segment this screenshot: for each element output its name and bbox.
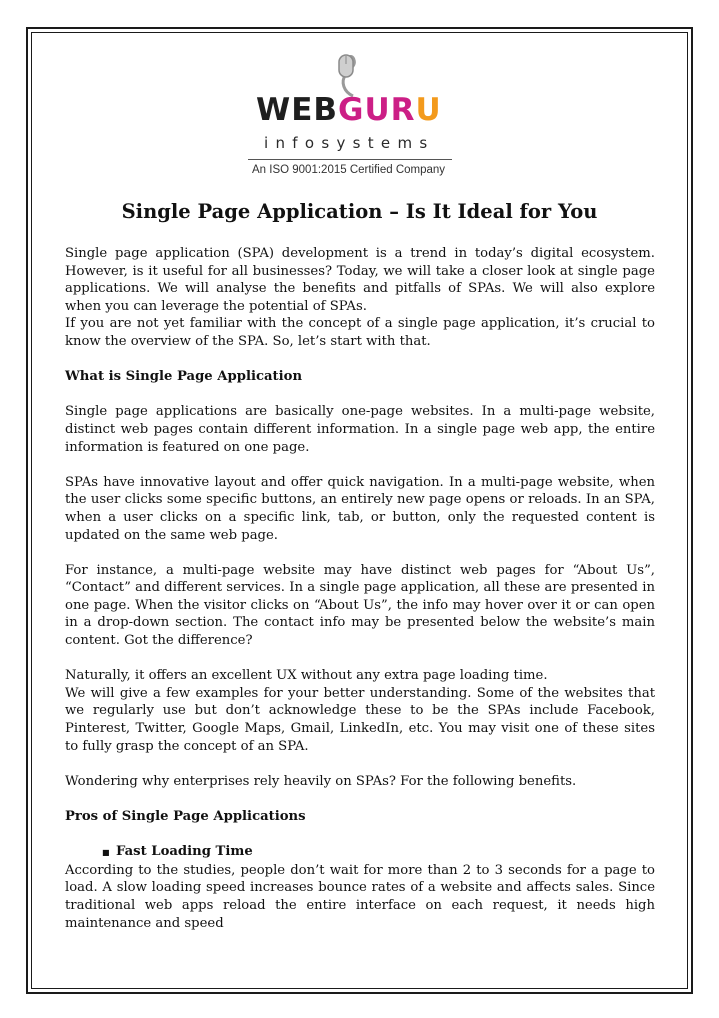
heading-what-is-spa: What is Single Page Application <box>65 369 303 385</box>
paragraph-intro-2: If you are not yet familiar with the concept of a single page application, it’s crucial to know the overview of the SPA. So, let’s start with that. <box>65 316 655 349</box>
paragraph-what-5: We will give a few examples for your better understanding. Some of the websites that we regularly use but don’t acknowledge these to be the SPAs include Facebook, Pinterest, Twitter, Google Maps, Gmail, LinkedIn, etc. You may visit one of these sites to fully grasp the concept of an SPA. <box>65 685 655 754</box>
paragraph-what-3: For instance, a multi-page website may have distinct web pages for “About Us”, “Contact” and different services. In a single page application, all these are presented in one page. When the visitor clicks on “About Us”, the info may hover over it or can open in a drop-down section. The contact info may be presented below the website’s main content. Got the difference? <box>65 562 655 649</box>
page-title: Single Page Application – Is It Ideal for You <box>121 200 598 223</box>
article-body <box>65 245 655 932</box>
logo-wordmark <box>256 92 442 128</box>
bullet-label: Fast Loading Time <box>116 844 253 860</box>
logo-subtitle: infosystems <box>264 134 435 152</box>
logo-guru-text: GUR <box>338 92 416 128</box>
bullet-fast-loading <box>65 843 655 862</box>
paragraph-what-4: Naturally, it offers an excellent UX without any extra page loading time. <box>65 668 548 684</box>
square-bullet-icon: ■ <box>102 847 110 858</box>
logo-tagline: An ISO 9001:2015 Certified Company <box>252 164 446 176</box>
paragraph-what-1: Single page applications are basically one-page websites. In a multi-page website, distinct web pages contain different information. In a single page web app, the entire information is featured on one page. <box>65 404 655 455</box>
logo-web-text: WEB <box>256 92 338 128</box>
paragraph-what-2: SPAs have innovative layout and offer quick navigation. In a multi-page website, when the user clicks some specific buttons, an entirely new page opens or reloads. In an SPA, when a user clicks on a specific link, tab, or button, only the requested content is updated on the same web page. <box>65 474 655 543</box>
paragraph-fast-1: According to the studies, people don’t wait for more than 2 to 3 seconds for a page to load. A slow loading speed increases bounce rates of a website and affects sales. Since traditional web apps reload the entire interface on each request, it needs high maintenance and speed <box>65 862 655 931</box>
logo-divider <box>248 159 452 160</box>
company-logo <box>248 52 458 182</box>
paragraph-intro-1: Single page application (SPA) development is a trend in today’s digital ecosystem. However, is it useful for all businesses? Today, we will take a closer look at single page applications. We will analyse the benefits and pitfalls of SPAs. We will also explore when you can leverage the potential of SPAs. <box>65 246 655 314</box>
paragraph-what-6: Wondering why enterprises rely heavily on SPAs? For the following benefits. <box>65 773 577 789</box>
logo-u-text: U <box>415 92 442 128</box>
heading-pros: Pros of Single Page Applications <box>65 809 306 824</box>
